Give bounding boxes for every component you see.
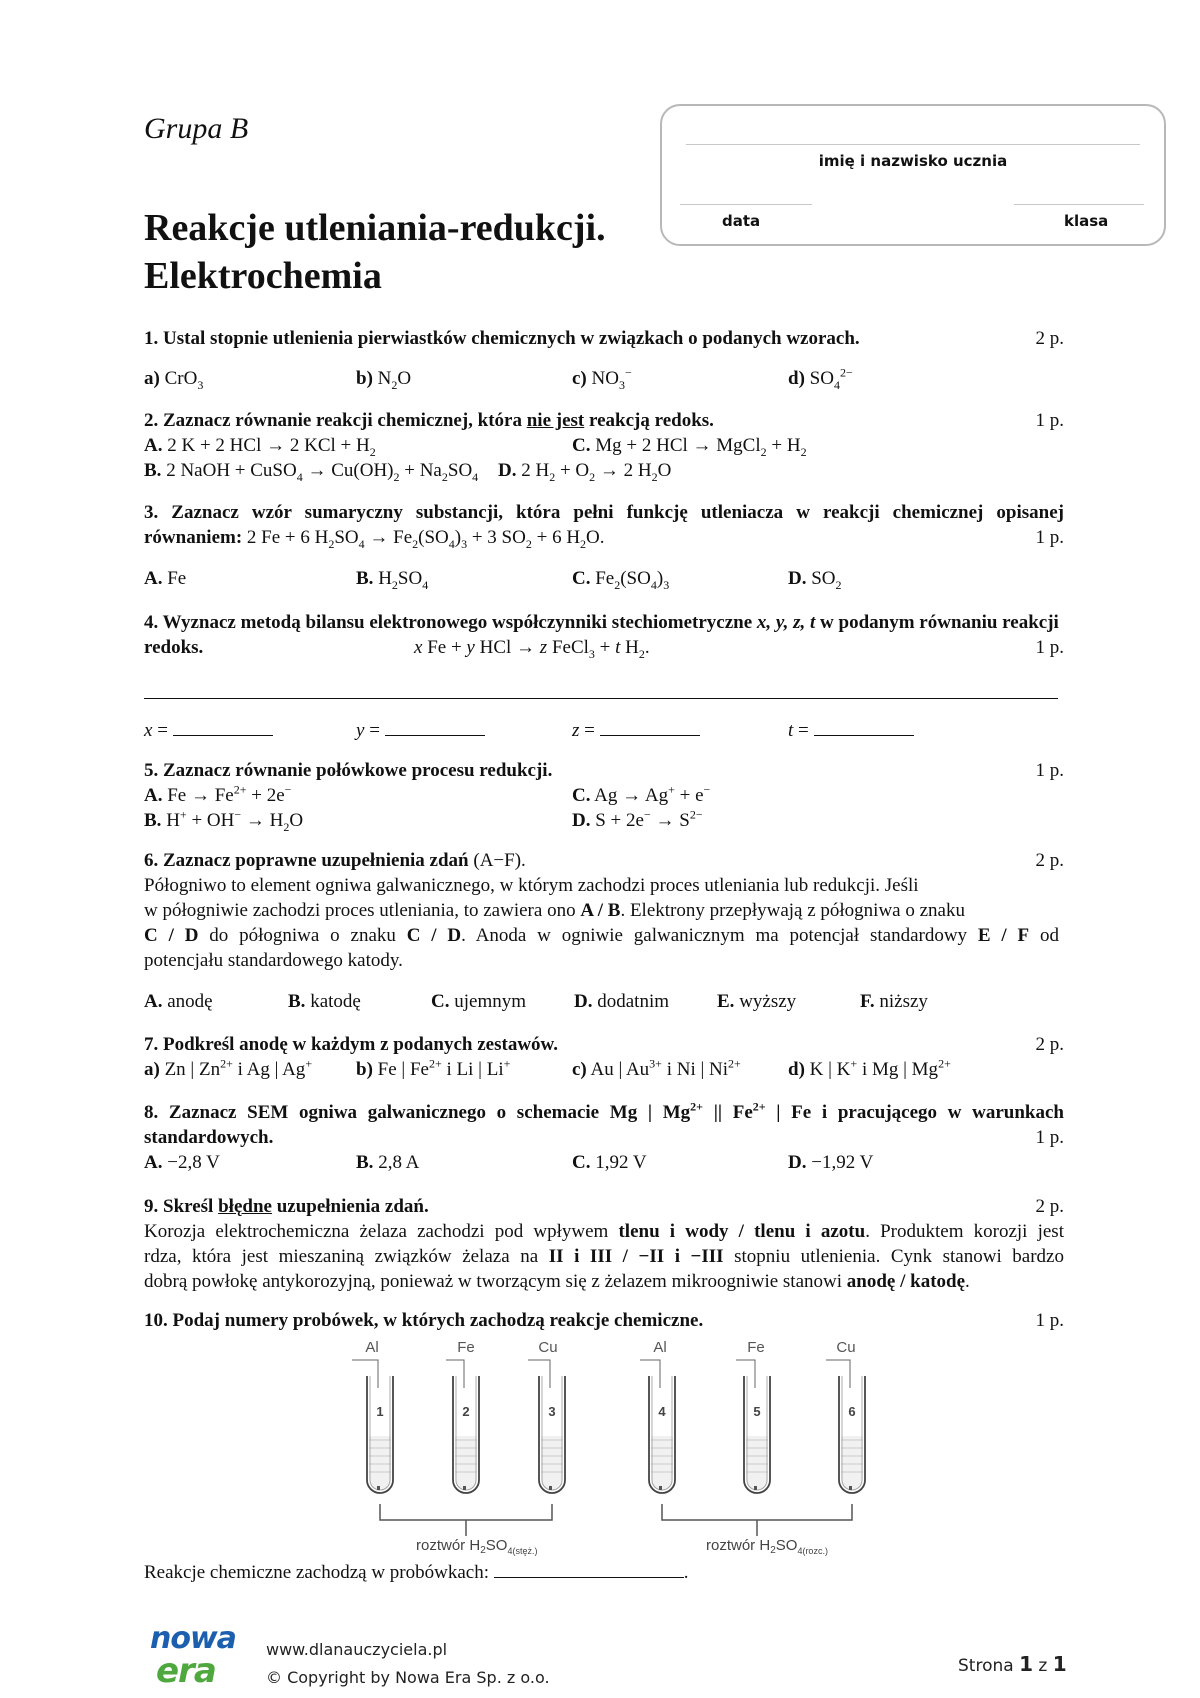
work-line[interactable] xyxy=(144,698,1058,699)
q7-set-d[interactable]: d) K | K+ i Mg | $Mg^{2+}$ xyxy=(788,1056,951,1080)
q8-option-d[interactable]: D. −1,92 V xyxy=(788,1152,874,1173)
q8-option-c[interactable]: C. 1,92 V xyxy=(572,1152,647,1173)
metal-label: Cu xyxy=(538,1339,558,1356)
question-9-text: 9. Skreśl błędne uzupełnienia zdań. xyxy=(144,1196,429,1217)
question-6 xyxy=(144,848,1064,1014)
metal-label: Al xyxy=(653,1339,667,1356)
points: 1 p. xyxy=(1035,527,1064,548)
q6-option-c[interactable]: C. ujemnym xyxy=(431,991,527,1012)
test-tube-1 xyxy=(352,1339,393,1493)
question-5 xyxy=(144,758,1064,833)
q5-option-a[interactable]: A. $Fe \to Fe^{2+} + 2e^-$ xyxy=(144,782,292,806)
metal-label: Cu xyxy=(836,1339,856,1356)
q7-set-c[interactable]: c) Au | $Au^{3+}$ i Ni | $Ni^{2+}$ xyxy=(572,1056,741,1080)
points: 1 p. xyxy=(1035,760,1064,781)
test-tube-2 xyxy=(446,1339,479,1493)
metal-label: Al xyxy=(365,1339,379,1356)
points: 2 p. xyxy=(1035,850,1064,871)
footer-copyright: © Copyright by Nowa Era Sp. z o.o. xyxy=(266,1668,550,1687)
question-10-text: 10. Podaj numery probówek, w których zachodzą reakcje chemiczne. xyxy=(144,1310,704,1331)
test-tube-3 xyxy=(528,1339,565,1493)
tube-number: 3 xyxy=(548,1404,556,1419)
page-title xyxy=(144,204,606,300)
z-answer[interactable]: z = xyxy=(572,718,700,743)
q1-option-c[interactable]: c) $NO_3^-$ xyxy=(572,365,632,392)
question-4-equation: x Fe + y HCl → z FeCl$_3$ + t $H_2$. xyxy=(414,637,650,661)
question-2-text: 2. Zaznacz równanie reakcji chemicznej, która nie jest reakcją redoks. xyxy=(144,410,714,431)
question-7-text: 7. Podkreśl anodę w każdym z podanych zestawów. xyxy=(144,1034,558,1055)
test-tube-6 xyxy=(826,1339,865,1493)
answer-blank[interactable] xyxy=(494,1561,684,1578)
t-answer[interactable]: t = xyxy=(788,718,914,743)
q2-option-a[interactable]: A. 2 K + 2 HCl → 2 KCl + $H_2$ xyxy=(144,435,376,459)
points: 2 p. xyxy=(1035,1034,1064,1055)
question-3 xyxy=(144,500,1064,591)
q6-option-a[interactable]: A. anodę xyxy=(144,991,213,1012)
points: 2 p. xyxy=(1035,1196,1064,1217)
points: 1 p. xyxy=(1035,410,1064,431)
question-1-text: 1. Ustal stopnie utlenienia pierwiastków chemicznych w związkach o podanych wzorach. xyxy=(144,328,860,349)
points: 1 p. xyxy=(1035,1310,1064,1331)
group-label: Grupa B xyxy=(144,112,249,145)
title-line-1: Reakcje utleniania-redukcji. xyxy=(144,207,606,249)
q5-option-b[interactable]: B. $H^+ + OH^- \to H_2O$ xyxy=(144,807,304,834)
solution-label-2: roztwór $H_2SO_{4(rozc.)}$ xyxy=(706,1537,828,1556)
name-line[interactable] xyxy=(686,144,1140,145)
tube-number: 1 xyxy=(376,1404,384,1419)
question-6-text: 6. Zaznacz poprawne uzupełnienia zdań (A−F). xyxy=(144,850,526,871)
date-line[interactable] xyxy=(680,204,812,205)
tube-number: 4 xyxy=(658,1404,666,1419)
question-3-text: 3. Zaznacz wzór sumaryczny substancji, która pełni funkcję utleniacza w reakcji chemicznej opisanej równaniem: 2 Fe + 6 $H_2SO_4 \to Fe_2(SO_4)_3 + 3$ $SO_2 + 6$ $H_2O$. xyxy=(144,502,1064,551)
title-line-2: Elektrochemia xyxy=(144,255,382,297)
metal-label: Fe xyxy=(457,1339,475,1356)
class-line[interactable] xyxy=(1014,204,1144,205)
question-7 xyxy=(144,1032,1064,1082)
question-9 xyxy=(144,1194,1064,1294)
q3-option-d[interactable]: D. $SO_2$ xyxy=(788,568,842,592)
q1-option-d[interactable]: d) $SO_4^{2-}$ xyxy=(788,365,853,392)
name-label: imię i nazwisko ucznia xyxy=(818,152,1008,170)
points: 1 p. xyxy=(1035,1127,1064,1148)
q5-option-d[interactable]: D. $S + 2e^- \to S^{2-}$ xyxy=(572,807,703,831)
q1-option-b[interactable]: b) $N_2O$ xyxy=(356,368,412,392)
tube-number: 5 xyxy=(753,1404,761,1419)
q5-option-c[interactable]: C. Ag → Ag+ + e− xyxy=(572,782,711,806)
q7-set-a[interactable]: a) Zn | $Zn^{2+}$ i Ag | Ag+ xyxy=(144,1056,313,1080)
page-number: Strona 1 z 1 xyxy=(958,1652,1067,1676)
test-tube-5 xyxy=(736,1339,770,1493)
q6-option-e[interactable]: E. wyższy xyxy=(717,991,797,1012)
question-9-paragraph: Korozja elektrochemiczna żelaza zachodzi pod wpływem tlenu i wody / tlenu i azotu. Produktem korozji jest rdza, która jest mieszaniną związków żelaza na II i III / −II i −III stopniu utlenienia. Cynk stanowi bardzo dobrą powłokę antykorozyjną, ponieważ w tworzącym się z żelazem mikroogniwie stanowi anodę / katodę. xyxy=(144,1221,1064,1292)
q6-option-b[interactable]: B. katodę xyxy=(288,991,361,1012)
date-label: data xyxy=(722,212,761,230)
test-tube-4 xyxy=(640,1339,675,1493)
x-answer[interactable]: x = xyxy=(144,718,273,743)
q7-set-b[interactable]: b) Fe | $Fe^{2+}$ i Li | Li+ xyxy=(356,1056,511,1080)
tube-number: 6 xyxy=(848,1404,856,1419)
q1-option-a[interactable]: a) CrO$_3$ xyxy=(144,368,204,392)
test-tubes-diagram xyxy=(320,1336,880,1556)
student-info-box xyxy=(660,104,1166,246)
q2-option-b[interactable]: B. 2 NaOH + CuSO$_4$ → $Cu(OH)_2 + Na_2SO_4$ xyxy=(144,460,479,484)
metal-label: Fe xyxy=(747,1339,765,1356)
question-8-text: 8. Zaznacz SEM ogniwa galwanicznego o schemacie Mg | $Mg^{2+}$ || $Fe^{2+}$ | Fe i pracującego w warunkach xyxy=(144,1099,1064,1123)
q8-option-b[interactable]: B. 2,8 A xyxy=(356,1152,420,1173)
question-8-text-2: standardowych. xyxy=(144,1127,274,1148)
q6-option-f[interactable]: F. niższy xyxy=(860,991,928,1012)
question-8 xyxy=(144,1100,1064,1175)
footer-text xyxy=(266,1636,550,1692)
question-10 xyxy=(144,1308,1064,1333)
q2-option-c[interactable]: C. Mg + 2 HCl → MgCl$_2$ + $H_2$ xyxy=(572,435,807,459)
question-1 xyxy=(144,326,1064,391)
question-10-answer: Reakcje chemiczne zachodzą w probówkach: . xyxy=(144,1562,689,1583)
question-4 xyxy=(144,610,1064,741)
y-answer[interactable]: y = xyxy=(356,718,485,743)
q2-option-d[interactable]: D. 2 $H_2 + O_2 \to 2$ $H_2O$ xyxy=(498,460,672,484)
question-2 xyxy=(144,408,1064,483)
question-4-text: 4. Wyznacz metodą bilansu elektronowego współczynniki stechiometryczne x, y, z, t w podanym równaniu reakcji redoks. xyxy=(144,612,1059,658)
q8-option-a[interactable]: A. −2,8 V xyxy=(144,1152,220,1173)
solution-label-1: roztwór $H_2SO_{4(stęż.)}$ xyxy=(416,1537,538,1556)
points: 2 p. xyxy=(1035,328,1064,349)
q3-option-b[interactable]: B. $H_2SO_4$ xyxy=(356,568,429,592)
q3-option-c[interactable]: C. $Fe_2(SO_4)_3$ xyxy=(572,568,670,592)
class-label: klasa xyxy=(1064,212,1109,230)
question-5-text: 5. Zaznacz równanie połówkowe procesu redukcji. xyxy=(144,760,553,781)
footer-url[interactable]: www.dlanauczyciela.pl xyxy=(266,1640,448,1659)
q6-option-d[interactable]: D. dodatnim xyxy=(574,991,670,1012)
q3-option-a[interactable]: A. Fe xyxy=(144,568,187,589)
answer-label: Reakcje chemiczne zachodzą w probówkach: xyxy=(144,1562,489,1583)
question-6-options xyxy=(144,989,1064,1014)
question-6-paragraph: Półogniwo to element ogniwa galwanicznego, w którym zachodzi proces utleniania lub redukcji. Jeśli w półogniwie zachodzi proces utleniania, to zawiera ono A / B. Elektrony przepływają z półogniwa o znaku C / D do półogniwa o znaku C / D. Anoda w ogniwie galwanicznym ma potencjał standardowy E / F od potencjału standardowego katody. xyxy=(144,875,1059,971)
tube-number: 2 xyxy=(462,1404,470,1419)
points: 1 p. xyxy=(1035,637,1064,658)
nowa-era-logo: nowa era xyxy=(150,1621,236,1691)
